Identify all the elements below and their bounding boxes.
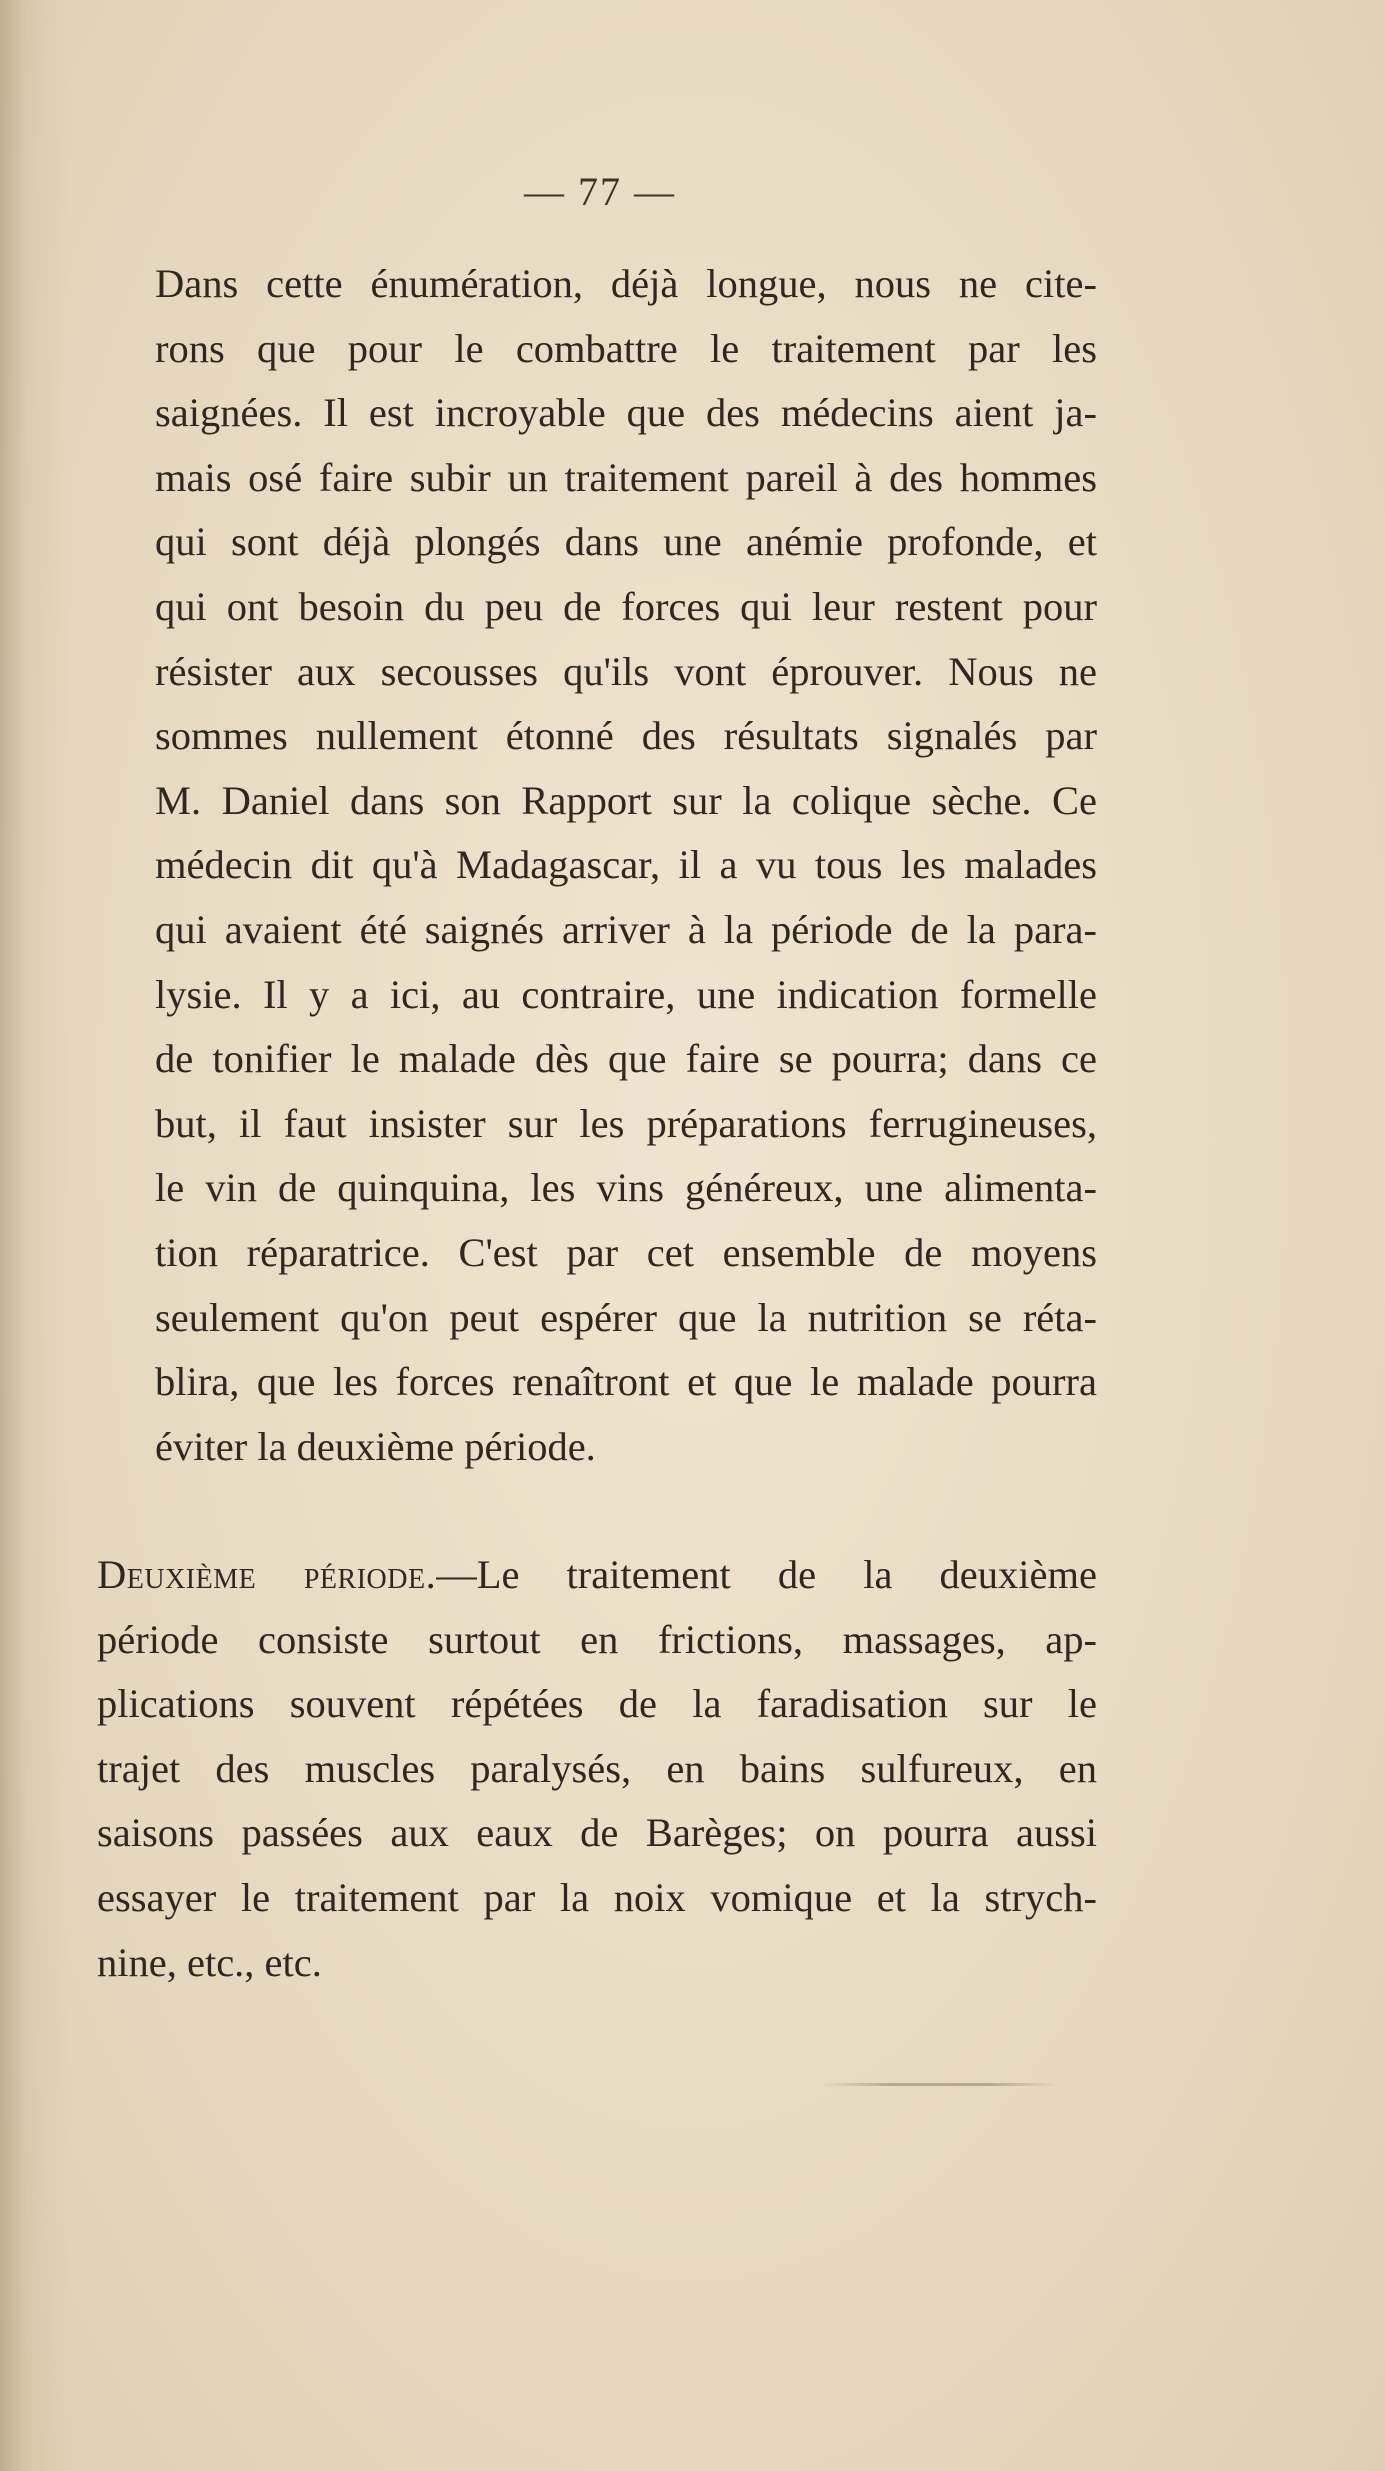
text-line: résister aux secousses qu'ils vont éprouver. Nous ne xyxy=(155,648,1097,694)
paragraph-treatment-second-period xyxy=(97,1543,1097,1995)
text-line: période consiste surtout en frictions, massages, ap- xyxy=(97,1616,1097,1662)
text-line: de tonifier le malade dès que faire se pourra; dans ce xyxy=(155,1036,1097,1082)
text-line: rons que pour le combattre le traitement par les xyxy=(155,325,1097,371)
text-line-with-heading xyxy=(97,1543,1097,1608)
text-line: éviter la deuxième période. xyxy=(155,1423,596,1469)
text-line: médecin dit qu'à Madagascar, il a vu tous les malades xyxy=(155,842,1097,888)
text-line: qui ont besoin du peu de forces qui leur restent pour xyxy=(155,583,1097,629)
text-line: plications souvent répétées de la faradisation sur le xyxy=(97,1681,1097,1727)
text-line-rest: —Le traitement de la deuxième xyxy=(436,1552,1097,1597)
text-line: lysie. Il y a ici, au contraire, une indication formelle xyxy=(155,971,1097,1017)
text-line: mais osé faire subir un traitement pareil à des hommes xyxy=(155,454,1097,500)
text-line: trajet des muscles paralysés, en bains sulfureux, en xyxy=(97,1745,1097,1791)
text-line: qui sont déjà plongés dans une anémie profonde, et xyxy=(155,519,1097,565)
text-line: blira, que les forces renaîtront et que le malade pourra xyxy=(155,1359,1097,1405)
page-mark xyxy=(820,2083,1060,2086)
text-line: nine, etc., etc. xyxy=(97,1939,322,1985)
text-line: sommes nullement étonné des résultats signalés par xyxy=(155,713,1097,759)
paragraph-treatment-first-period xyxy=(97,252,1097,1479)
text-line: seulement qu'on peut espérer que la nutrition se réta- xyxy=(155,1294,1097,1340)
text-line: essayer le traitement par la noix vomique et la strych- xyxy=(97,1874,1097,1920)
text-line: but, il faut insister sur les préparations ferrugineuses, xyxy=(155,1100,1097,1146)
section-heading: Deuxième période. xyxy=(97,1552,437,1597)
text-line: Dans cette énumération, déjà longue, nous ne cite- xyxy=(155,261,1097,306)
text-line: saignées. Il est incroyable que des médecins aient ja- xyxy=(155,390,1097,436)
text-line: qui avaient été saignés arriver à la période de la para- xyxy=(155,906,1097,952)
page-number: — 77 — xyxy=(524,169,676,214)
text-line: M. Daniel dans son Rapport sur la colique sèche. Ce xyxy=(155,777,1097,823)
text-line: le vin de quinquina, les vins généreux, une alimenta- xyxy=(155,1165,1097,1211)
text-line: tion réparatrice. C'est par cet ensemble de moyens xyxy=(155,1229,1097,1275)
text-line: saisons passées aux eaux de Barèges; on pourra aussi xyxy=(97,1810,1097,1856)
